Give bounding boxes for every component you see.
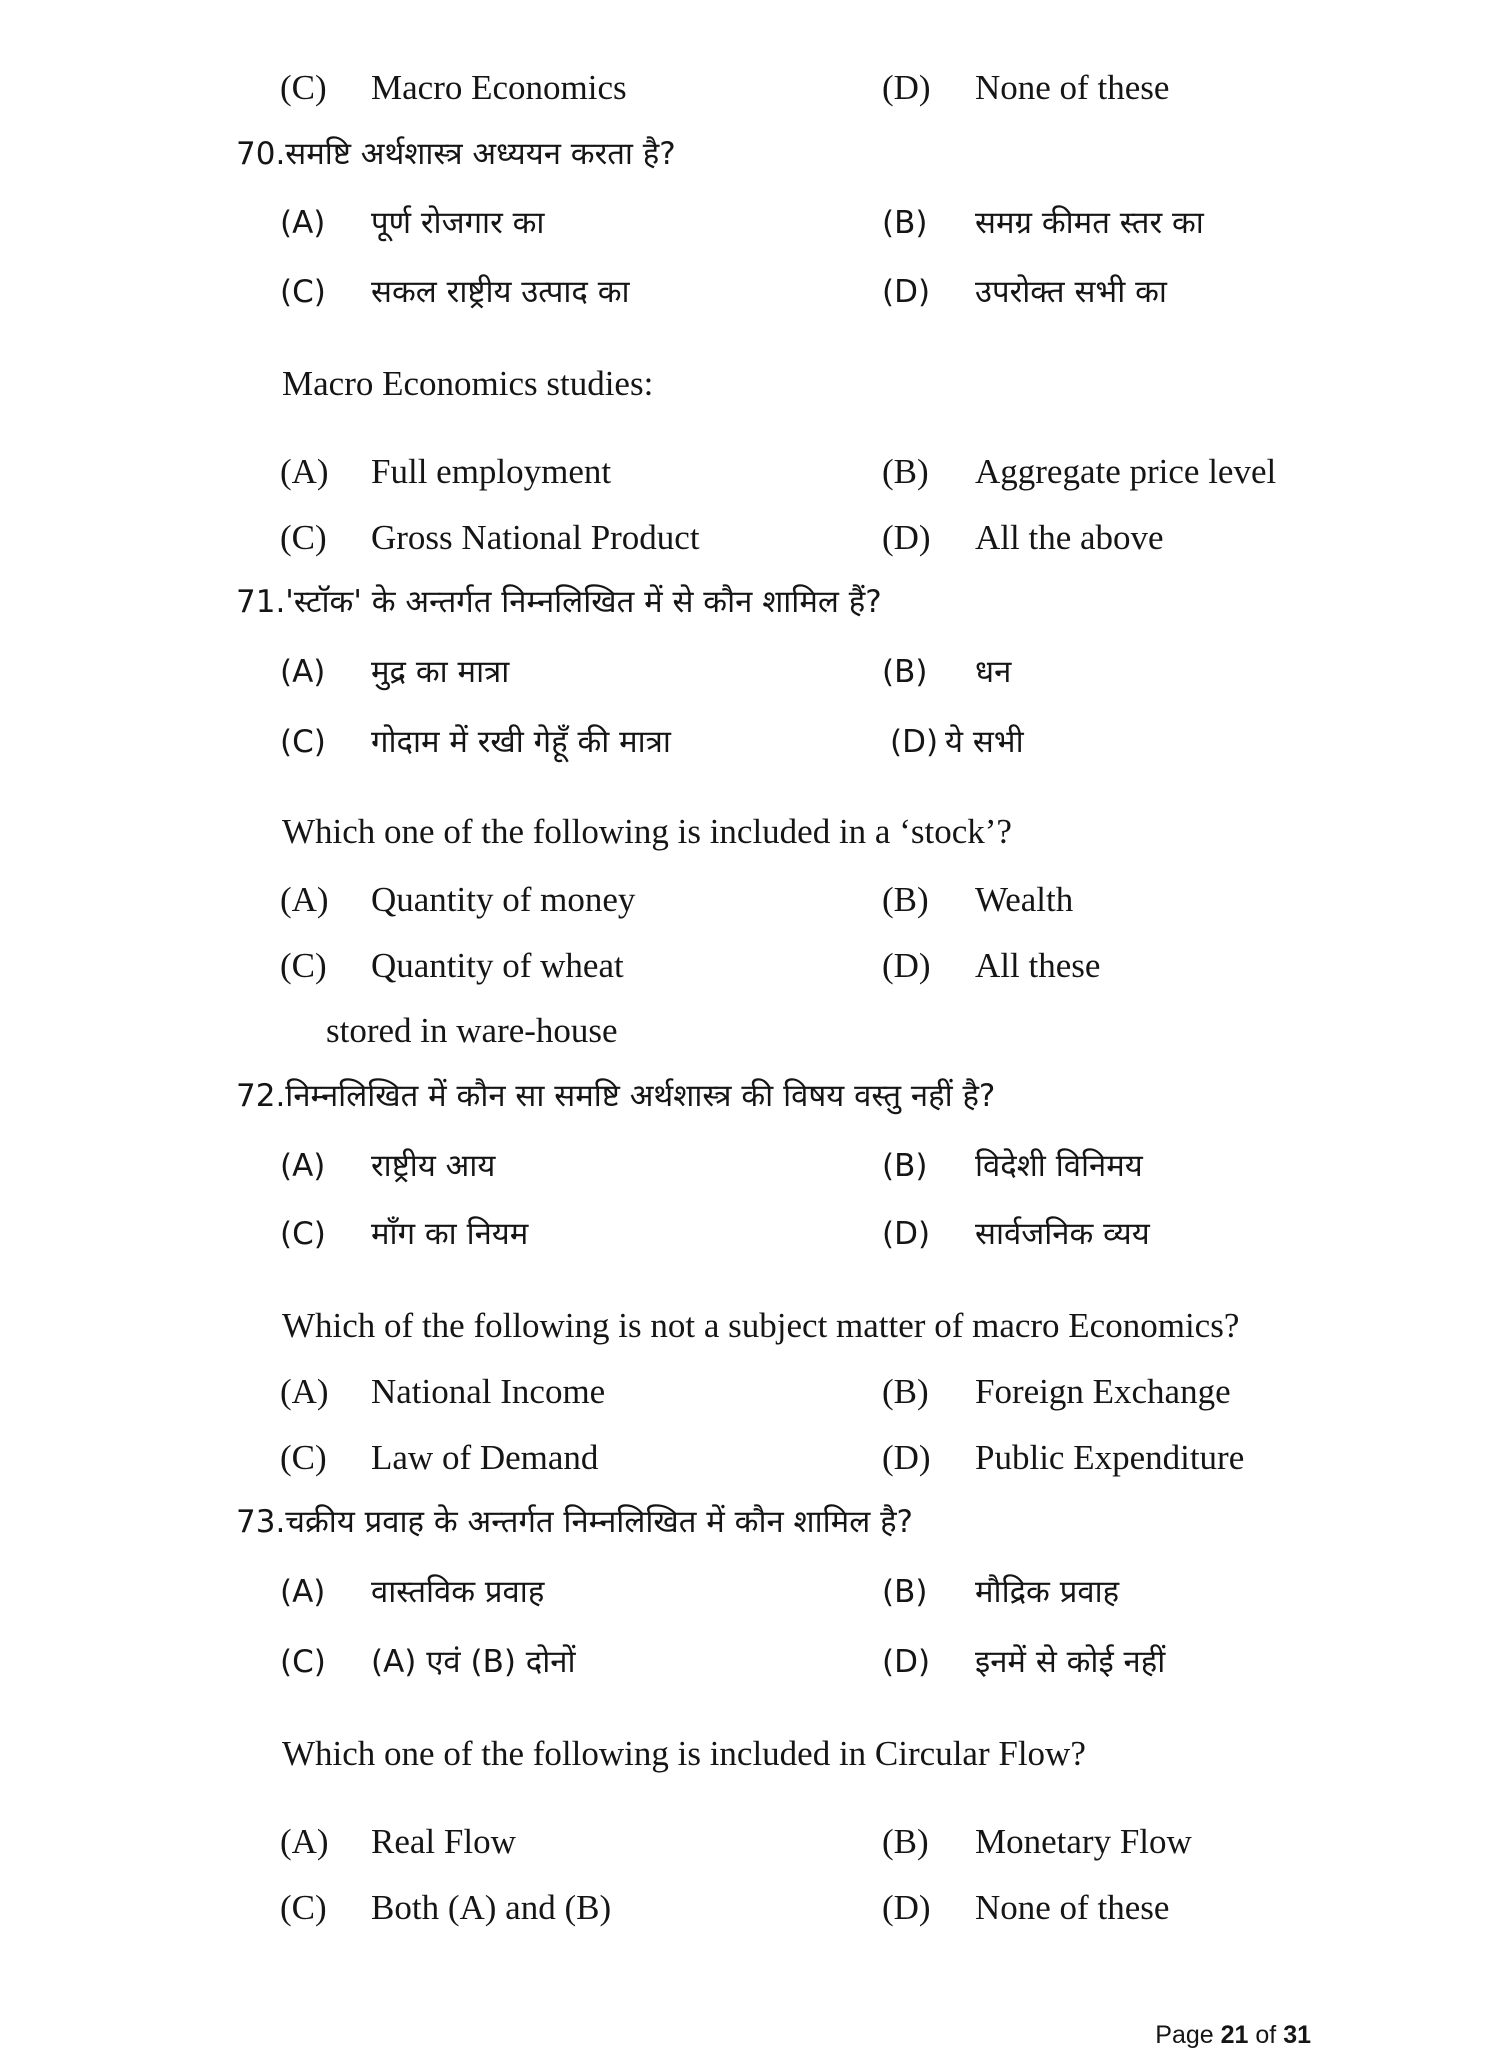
option-label: (D) [882, 946, 931, 985]
option-label: (A) [280, 1372, 329, 1411]
option-row [0, 1136, 1505, 1196]
option-label: (D) [890, 724, 939, 760]
option-row [0, 712, 1505, 772]
option-label: (B) [882, 1148, 928, 1184]
page-number [1155, 2020, 1311, 2050]
option-text: Wealth [975, 880, 1074, 919]
option-text: धन [975, 654, 1012, 690]
option-text: Quantity of money [371, 880, 636, 919]
option-text: Both (A) and (B) [371, 1888, 612, 1927]
question-stem-english: Macro Economics studies: [282, 364, 654, 403]
option-label: (A) [280, 1822, 329, 1861]
option-label: (B) [882, 654, 928, 690]
option-text: राष्ट्रीय आय [371, 1148, 496, 1184]
option-text: उपरोक्त सभी का [975, 274, 1167, 310]
page-current: 21 [1220, 2021, 1249, 2049]
option-label: (A) [280, 205, 326, 241]
option-label: (D) [882, 1216, 931, 1252]
option-label: (A) [280, 1574, 326, 1610]
option-label: (D) [882, 518, 931, 557]
option-row [0, 193, 1505, 253]
option-label: (B) [882, 880, 929, 919]
option-row [0, 1878, 1505, 1938]
option-text: (A) एवं (B) दोनों [371, 1644, 576, 1680]
question-stem-english: Which one of the following is included in a ‘stock’? [282, 812, 1012, 851]
option-text: गोदाम में रखी गेहूँ की मात्रा [371, 724, 671, 760]
option-text: विदेशी विनिमय [975, 1148, 1143, 1184]
option-text: मुद्र का मात्रा [371, 654, 510, 690]
option-label: (A) [280, 880, 329, 919]
question-stem-hindi: 73.चक्रीय प्रवाह के अन्तर्गत निम्नलिखित में कौन शामिल है? [236, 1504, 914, 1540]
option-row [0, 1632, 1505, 1692]
option-row [0, 1562, 1505, 1622]
option-text: वास्तविक प्रवाह [371, 1574, 545, 1610]
option-label: (D) [882, 1888, 931, 1927]
option-text: सार्वजनिक व्यय [975, 1216, 1150, 1252]
option-label: (D) [882, 1438, 931, 1477]
option-text: None of these [975, 1888, 1170, 1927]
option-text: इनमें से कोई नहीं [975, 1644, 1166, 1680]
option-label: (B) [882, 1822, 929, 1861]
option-label: (C) [280, 1888, 327, 1927]
option-row [0, 58, 1505, 118]
option-text: Aggregate price level [975, 452, 1277, 491]
option-row [0, 1362, 1505, 1422]
page-of: of [1255, 2021, 1277, 2049]
option-text: Real Flow [371, 1822, 516, 1861]
option-text: All these [975, 946, 1101, 985]
option-label: (C) [280, 1438, 327, 1477]
page-prefix: Page [1155, 2021, 1214, 2049]
option-text: सकल राष्ट्रीय उत्पाद का [371, 274, 630, 310]
option-label: (A) [280, 1148, 326, 1184]
option-label: (C) [280, 1644, 326, 1680]
option-label: (B) [882, 452, 929, 491]
option-label: (C) [280, 518, 327, 557]
option-label: (C) [280, 274, 326, 310]
option-text: ये सभी [945, 724, 1024, 760]
question-stem-english: Which one of the following is included in Circular Flow? [282, 1734, 1086, 1773]
option-label: (B) [882, 1372, 929, 1411]
question-stem-english: Which of the following is not a subject matter of macro Economics? [282, 1306, 1240, 1345]
question-stem-hindi: 70.समष्टि अर्थशास्त्र अध्ययन करता है? [236, 136, 676, 172]
option-text: Foreign Exchange [975, 1372, 1231, 1411]
option-row [0, 936, 1505, 996]
option-label: (D) [882, 1644, 931, 1680]
option-text: Monetary Flow [975, 1822, 1192, 1861]
option-row [0, 442, 1505, 502]
option-text: National Income [371, 1372, 606, 1411]
option-text: Public Expenditure [975, 1438, 1245, 1477]
option-row [0, 1428, 1505, 1488]
option-row [0, 1812, 1505, 1872]
option-text: All the above [975, 518, 1164, 557]
question-stem-hindi: 72.निम्नलिखित में कौन सा समष्टि अर्थशास्त्र की विषय वस्तु नहीं है? [236, 1078, 996, 1114]
option-row [0, 642, 1505, 702]
option-text: Full employment [371, 452, 612, 491]
option-label: (A) [280, 452, 329, 491]
option-label: (B) [882, 1574, 928, 1610]
option-label: (C) [280, 724, 326, 760]
option-text: Macro Economics [371, 68, 627, 107]
option-label: (B) [882, 205, 928, 241]
option-label: (D) [882, 274, 931, 310]
option-text: समग्र कीमत स्तर का [975, 205, 1204, 241]
option-label: (C) [280, 68, 327, 107]
option-label: (C) [280, 946, 327, 985]
option-text: Quantity of wheat [371, 946, 624, 985]
option-text-continuation: stored in ware-house [326, 1011, 618, 1050]
option-row [0, 1204, 1505, 1264]
option-text: Gross National Product [371, 518, 700, 557]
option-text: माँग का नियम [371, 1216, 529, 1252]
option-text: पूर्ण रोजगार का [371, 205, 545, 241]
option-label: (A) [280, 654, 326, 690]
option-row [0, 508, 1505, 568]
option-label: (C) [280, 1216, 326, 1252]
option-text: मौद्रिक प्रवाह [975, 1574, 1120, 1610]
page-total: 31 [1283, 2021, 1311, 2049]
option-row [0, 262, 1505, 322]
option-row [0, 870, 1505, 930]
option-text: Law of Demand [371, 1438, 599, 1477]
question-stem-hindi: 71.'स्टॉक' के अन्तर्गत निम्नलिखित में से कौन शामिल हैं? [236, 584, 882, 620]
option-text: None of these [975, 68, 1170, 107]
option-label: (D) [882, 68, 931, 107]
